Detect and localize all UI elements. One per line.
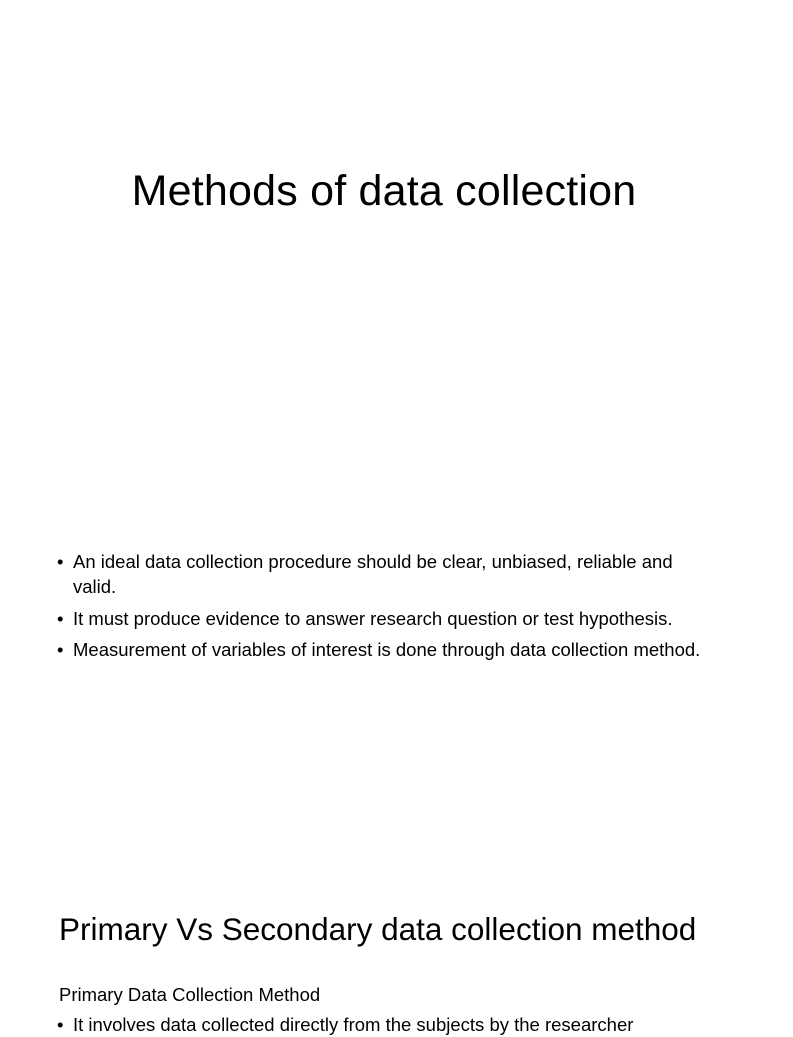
list-item — [57, 606, 717, 631]
bullet-text: Measurement of variables of interest is done through data collection method. — [73, 639, 701, 660]
section-heading: Primary Vs Secondary data collection method — [59, 911, 697, 947]
list-item — [57, 549, 717, 599]
bullet-marker: • — [57, 1014, 64, 1035]
bullet-list — [57, 549, 717, 669]
bullet-text: It must produce evidence to answer research question or test hypothesis. — [73, 607, 673, 629]
partial-bullet — [57, 1012, 793, 1037]
bullet-marker: • — [57, 639, 64, 660]
bullet-marker: • — [57, 551, 64, 572]
slide-title: Methods of data collection — [131, 167, 637, 215]
list-item — [57, 637, 717, 662]
bullet-text: It involves data collected directly from the subjects by the researcher — [73, 1014, 634, 1035]
bullet-marker: • — [57, 607, 64, 629]
sub-heading: Primary Data Collection Method — [59, 984, 321, 1005]
bullet-text: An ideal data collection procedure should be clear, unbiased, reliable and valid. — [73, 551, 673, 597]
